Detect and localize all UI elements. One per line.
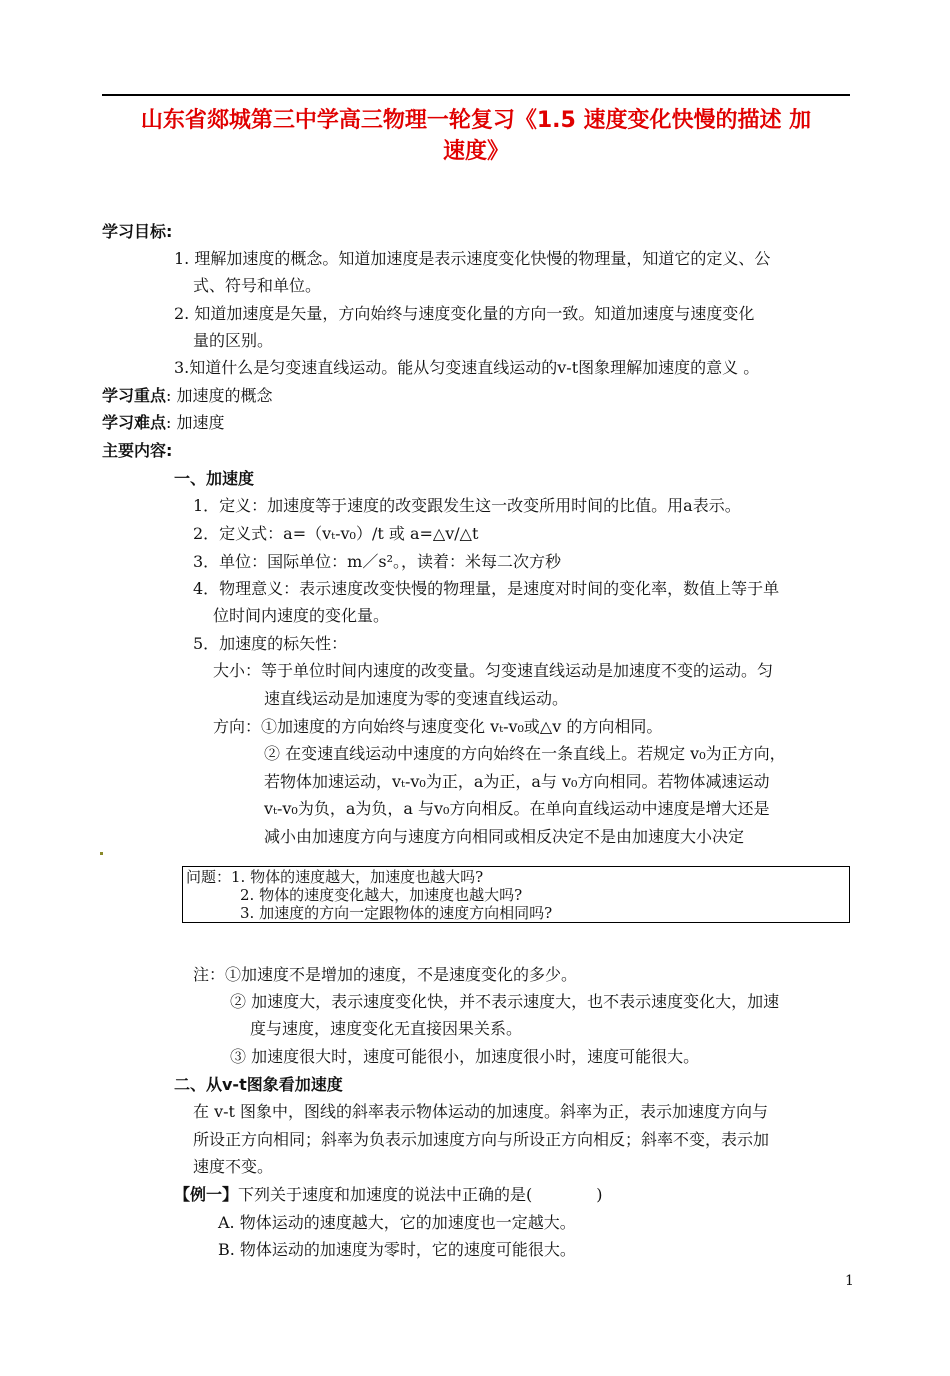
- header-rule: [102, 94, 850, 96]
- s1-definition: 1．定义：加速度等于速度的改变跟发生这一改变所用时间的比值。用a表示。: [193, 496, 741, 515]
- content-heading: 主要内容:: [102, 441, 173, 460]
- stray-mark: [100, 852, 103, 855]
- goal-1-line2: 式、符号和单位。: [193, 276, 322, 295]
- note-2-line2: 度与速度，速度变化无直接因果关系。: [250, 1019, 523, 1038]
- question-3: 3. 加速度的方向一定跟物体的速度方向相同吗?: [240, 904, 553, 922]
- question-1: 问题：1. 物体的速度越大，加速度也越大吗?: [186, 868, 484, 886]
- s1-meaning-line2: 位时间内速度的变化量。: [213, 606, 390, 625]
- document-title-line2: 速度》: [442, 139, 509, 164]
- note-3: ③ 加速度很大时，速度可能很小，加速度很小时，速度可能很大。: [230, 1047, 700, 1066]
- goal-1-line1: 1. 理解加速度的概念。知道加速度是表示速度变化快慢的物理量，知道它的定义、公: [174, 249, 771, 268]
- goal-2-line2: 量的区别。: [193, 331, 274, 350]
- difficulty-text: : 加速度: [166, 413, 225, 432]
- s1-direction-line1: 方向：①加速度的方向始终与速度变化 vₜ-v₀或△v 的方向相同。: [213, 717, 663, 736]
- goal-2-line1: 2. 知道加速度是矢量，方向始终与速度变化量的方向一致。知道加速度与速度变化: [174, 304, 755, 323]
- difficulty-line: [102, 412, 225, 434]
- document-title-line1: 山东省郯城第三中学高三物理一轮复习《1.5 速度变化快慢的描述 加: [140, 108, 812, 133]
- section1-heading: 一、加速度: [174, 469, 255, 488]
- question-box: [182, 866, 850, 923]
- s1-meaning-line1: 4．物理意义：表示速度改变快慢的物理量，是速度对时间的变化率，数值上等于单: [193, 579, 780, 598]
- option-a: A. 物体运动的速度越大，它的加速度也一定越大。: [218, 1213, 576, 1232]
- section2-heading: 二、从v-t图象看加速度: [174, 1075, 343, 1094]
- page-number: 1: [845, 1273, 854, 1289]
- s1-magnitude-line1: 大小：等于单位时间内速度的改变量。匀变速直线运动是加速度不变的运动。匀: [213, 661, 774, 680]
- s1-direction-line4: vₜ-v₀为负，a为负，a 与v₀方向相反。在单向直线运动中速度是增大还是: [264, 799, 770, 818]
- note-1: 注：①加速度不是增加的速度，不是速度变化的多少。: [193, 965, 578, 984]
- s2-line3: 速度不变。: [193, 1157, 274, 1176]
- example-question: 下列关于速度和加速度的说法中正确的是( ): [238, 1185, 603, 1204]
- goals-heading: 学习目标:: [102, 222, 173, 241]
- example-label: 【例一】: [174, 1185, 239, 1204]
- s2-line1: 在 v-t 图象中，图线的斜率表示物体运动的加速度。斜率为正，表示加速度方向与: [193, 1102, 769, 1121]
- s1-direction-line5: 减小由加速度方向与速度方向相同或相反决定不是由加速度大小决定: [264, 827, 745, 846]
- s1-magnitude-line2: 速直线运动是加速度为零的变速直线运动。: [264, 689, 569, 708]
- s1-formula: 2．定义式：a=（vₜ-v₀）/t 或 a=△v/△t: [193, 524, 479, 543]
- option-b: B. 物体运动的加速度为零时，它的速度可能很大。: [218, 1240, 576, 1259]
- s1-unit: 3．单位：国际单位：m／s²。，读着：米每二次方秒: [193, 552, 561, 571]
- focus-text: : 加速度的概念: [166, 386, 273, 405]
- s1-direction-line3: 若物体加速运动，vₜ-v₀为正，a为正，a与 v₀方向相同。若物体减速运动: [264, 772, 770, 791]
- example-1: [174, 1184, 603, 1206]
- difficulty-label: 学习难点: [102, 413, 167, 432]
- focus-label: 学习重点: [102, 386, 167, 405]
- goal-3: 3.知道什么是匀变速直线运动。能从匀变速直线运动的v-t图象理解加速度的意义 。: [174, 358, 760, 377]
- focus-line: [102, 385, 273, 407]
- note-2-line1: ② 加速度大，表示速度变化快，并不表示速度大，也不表示速度变化大，加速: [230, 992, 780, 1011]
- s1-direction-line2: ② 在变速直线运动中速度的方向始终在一条直线上。若规定 v₀为正方向，: [264, 744, 786, 763]
- s2-line2: 所设正方向相同；斜率为负表示加速度方向与所设正方向相反；斜率不变，表示加: [193, 1130, 770, 1149]
- s1-vector-heading: 5．加速度的标矢性：: [193, 634, 348, 653]
- question-2: 2. 物体的速度变化越大，加速度也越大吗?: [240, 886, 523, 904]
